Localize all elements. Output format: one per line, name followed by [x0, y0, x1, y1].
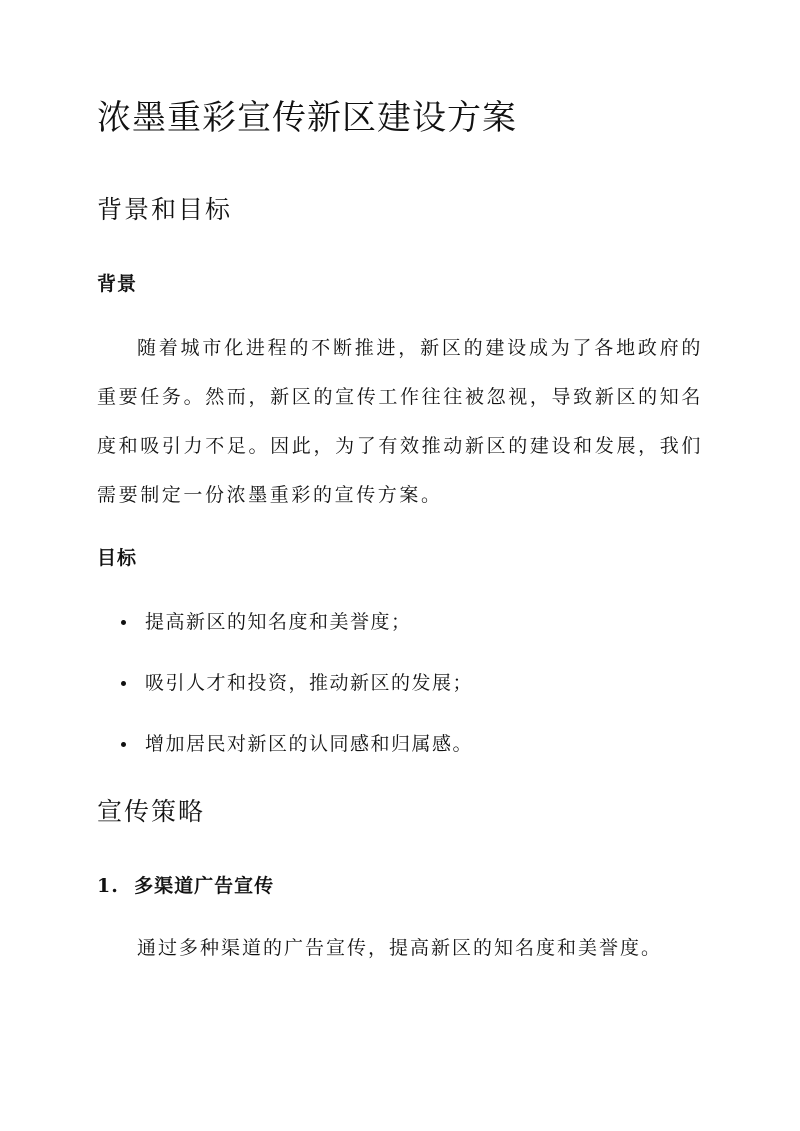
section-heading-background-goals: 背景和目标 — [97, 195, 233, 224]
section-heading-strategy: 宣传策略 — [97, 797, 206, 826]
list-item — [97, 604, 473, 665]
background-paragraph: 随着城市化进程的不断推进，新区的建设成为了各地政府的重要任务。然而，新区的宣传工作往往被忽视，导致新区的知名度和吸引力不足。因此，为了有效推动新区的建设和发展，我们需要制定一份浓墨重彩的宣传方案。 — [97, 337, 703, 506]
multichannel-ads-paragraph: 通过多种渠道的广告宣传，提高新区的知名度和美誉度。 — [137, 937, 663, 959]
list-item-text: 增加居民对新区的认同感和归属感。 — [145, 733, 474, 755]
list-item — [97, 726, 473, 787]
subsection-heading-multichannel-ads: 1. 多渠道广告宣传 — [97, 875, 275, 897]
goals-list — [97, 604, 473, 787]
document-title: 浓墨重彩宣传新区建设方案 — [97, 98, 517, 138]
bullet-icon — [121, 620, 126, 625]
list-item-text: 吸引人才和投资，推动新区的发展； — [145, 672, 474, 694]
list-item — [97, 665, 473, 726]
subsection-heading-background: 背景 — [97, 273, 138, 295]
bullet-icon — [121, 742, 126, 747]
list-item-text: 提高新区的知名度和美誉度； — [145, 611, 412, 633]
bullet-icon — [121, 681, 126, 686]
subsection-heading-goals: 目标 — [97, 547, 138, 569]
